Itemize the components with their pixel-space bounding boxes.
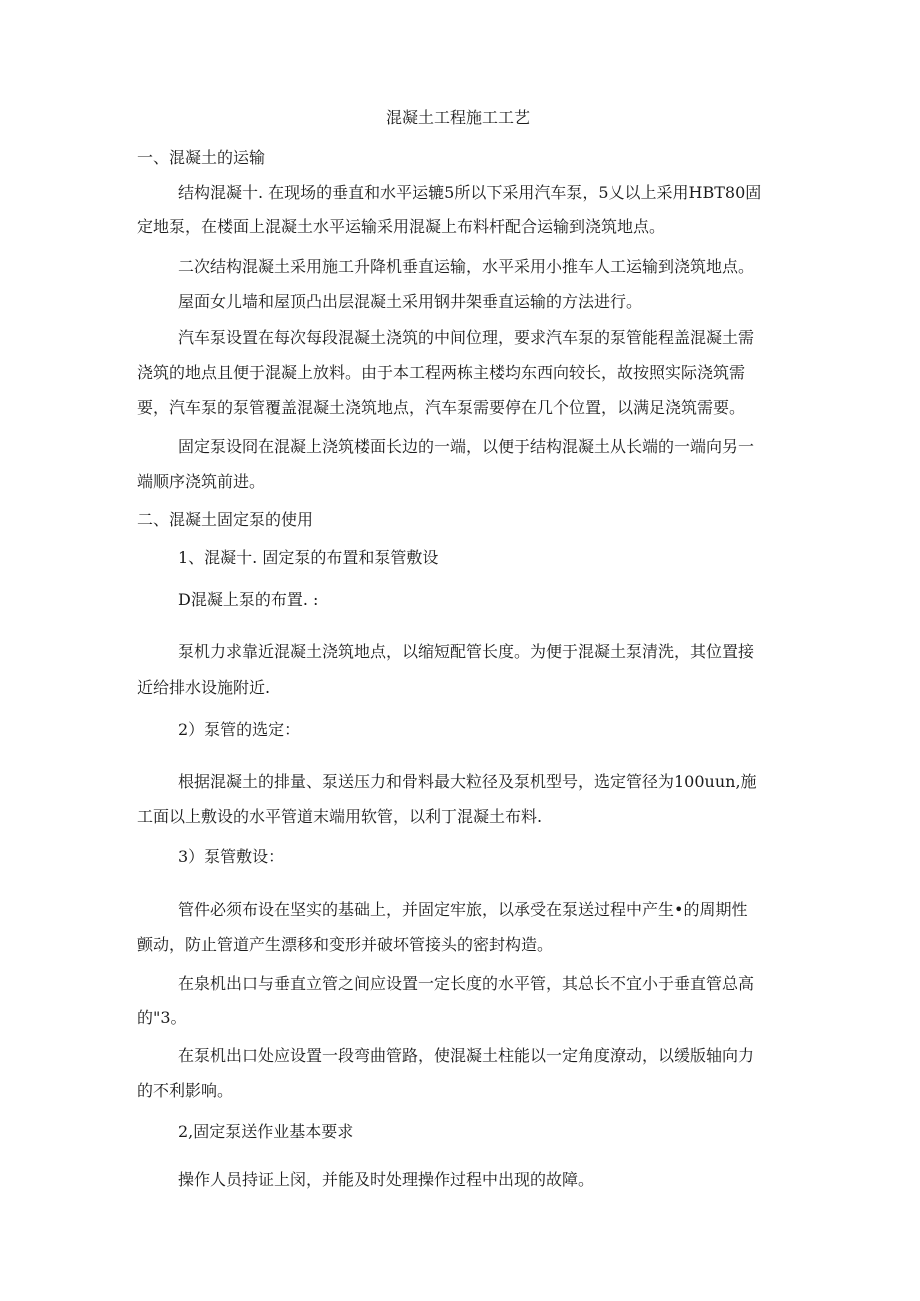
section-heading: 一、混凝土的运输 [137, 148, 266, 167]
paragraph-line: 操作人员持证上闵，并能及时处理操作过程中出现的故障。 [178, 1170, 595, 1189]
paragraph-line: 工面以上敷设的水平管道末端用软管，以利丁混凝土布料. [137, 807, 543, 826]
section-heading: 二、混凝土固定泵的使用 [137, 510, 314, 529]
paragraph-line: 要，汽车泵的泵管覆盖混凝土浇筑地点，汽车泵需要停在几个位置，以满足浇筑需要。 [137, 398, 746, 417]
paragraph-line: 颤动，防止管道产生漂移和变形并破坏管接头的密封构造。 [137, 935, 554, 954]
paragraph-line: 汽车泵设置在每次每段混凝土浇筑的中间位理，要求汽车泵的泵管能程盖混凝土需 [178, 328, 755, 347]
paragraph-line: 在泵机出口处应设置一段弯曲管路，使混凝土柱能以一定角度潦动，以缓版轴向力 [178, 1046, 755, 1065]
paragraph-line: 在泉机出口与垂直立管之间应设置一定长度的水平管，其总长不宜小于垂直管总高 [178, 974, 755, 993]
paragraph-line: 屋面女儿墙和屋顶凸出层混凝土采用钢井架垂直运输的方法进行。 [178, 292, 643, 311]
subsection-heading: 3）泵管敷设： [178, 847, 285, 866]
paragraph-line: 端顺序浇筑前进。 [137, 472, 266, 491]
paragraph-line: 的不利影响。 [137, 1081, 234, 1100]
paragraph-line: 泵机力求靠近混凝土浇筑地点，以缩短配管长度。为便于混凝土泵清洗，其位置接 [178, 642, 755, 661]
paragraph-line: 的"3。 [137, 1008, 187, 1027]
subsection-heading: 2）泵管的选定： [178, 720, 301, 739]
document-title: 混凝土工程施工工艺 [386, 108, 531, 127]
paragraph-line: 定地泵，在楼面上混凝土水平运输采用混凝上布料杆配合运输到浇筑地点。 [137, 217, 666, 236]
paragraph-line: 近给排水设施附近. [137, 678, 271, 697]
paragraph-line: 固定泵设冏在混凝上浇筑楼面长边的一端，以便于结构混凝土从长端的一端向另一 [178, 437, 755, 456]
paragraph-line: 结构混凝十. 在现场的垂直和水平运辘5所以下采用汽车泵，5乂以上采用HBT80固 [178, 183, 762, 202]
paragraph-line: 二次结构混凝土采用施工升降机垂直运输，水平采用小推车人工运输到浇筑地点。 [178, 257, 755, 276]
subsection-heading: 1、混凝十. 固定泵的布置和泵管敷设 [178, 548, 439, 567]
paragraph-line: 浇筑的地点且便于混凝上放料。由于本工程两栋主楼均东西向较长，故按照实际浇筑需 [137, 363, 746, 382]
paragraph-line: 根据混凝土的排量、泵送压力和骨料最大粒径及泵机型号，选定管径为100uun,施 [178, 772, 757, 791]
subsection-heading: D混凝上泵的布置. : [178, 590, 319, 609]
subsection-heading: 2,固定泵送作业基本要求 [178, 1122, 354, 1141]
paragraph-line: 管件必须布设在坚实的基础上，并固定牢旅，以承受在泵送过程中产生•的周期性 [178, 900, 748, 919]
